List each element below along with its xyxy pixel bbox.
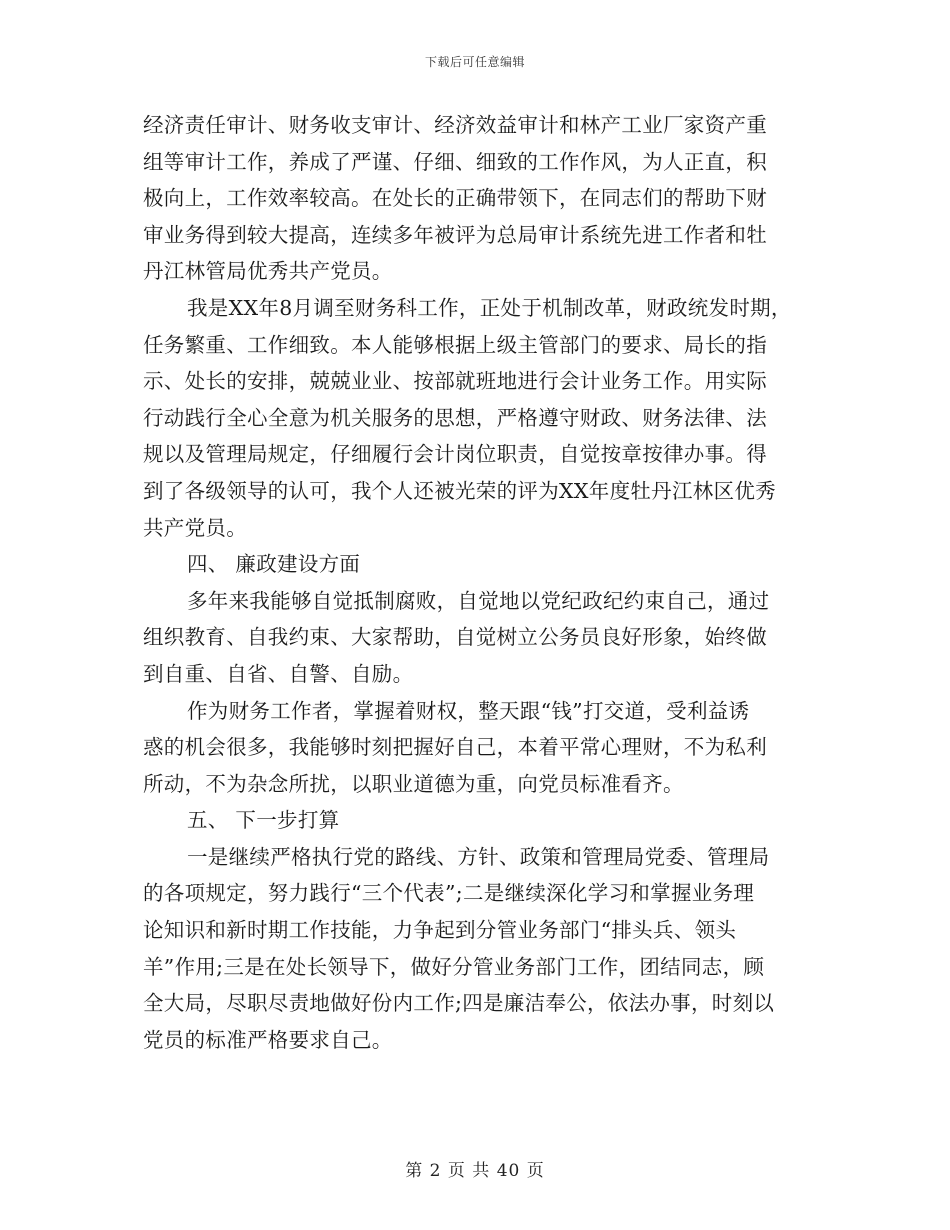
text-line: 极向上，工作效率较高。在处长的正确带领下，在同志们的帮助下财	[143, 186, 767, 211]
text-line: 组等审计工作，养成了严谨、仔细、细致的工作作风，为人正直，积	[143, 149, 767, 174]
text-line: 丹江林管局优秀共产党员。	[143, 259, 393, 284]
text-line: 作为财务工作者，掌握着财权，整天跟“钱”打交道，受利益诱	[187, 698, 750, 723]
text-line: 党员的标准严格要求自己。	[143, 1027, 393, 1052]
text-line: 惑的机会很多，我能够时刻把握好自己，本着平常心理财，不为私利	[143, 735, 767, 760]
text-line: 论知识和新时期工作技能，力争起到分管业务部门“排头兵、领头	[143, 918, 737, 943]
text-line: 四、 廉政建设方面	[187, 552, 361, 577]
text-line: 任务繁重、工作细致。本人能够根据上级主管部门的要求、局长的指	[143, 332, 767, 357]
document-body	[143, 107, 815, 1058]
text-line: 审业务得到较大提高，连续多年被评为总局审计系统先进工作者和牡	[143, 222, 767, 247]
text-line: 一是继续严格执行党的路线、方针、政策和管理局党委、管理局	[187, 844, 770, 869]
page-header: 下载后可任意编辑	[424, 55, 525, 69]
text-line: 羊”作用;三是在处长领导下，做好分管业务部门工作，团结同志，顾	[143, 954, 765, 979]
text-line: 多年来我能够自觉抵制腐败，自觉地以党纪政纪约束自己，通过	[187, 588, 770, 613]
text-line: 组织教育、自我约束、大家帮助，自觉树立公务员良好形象，始终做	[143, 625, 767, 650]
text-line: 所动，不为杂念所扰，以职业道德为重，向党员标准看齐。	[143, 771, 684, 796]
text-line: 经济责任审计、财务收支审计、经济效益审计和林产工业厂家资产重	[143, 113, 767, 137]
text-line: 行动践行全心全意为机关服务的思想，严格遵守财政、财务法律、法	[143, 405, 767, 430]
text-line: 到自重、自省、自警、自励。	[143, 661, 414, 686]
text-line: 我是XX年8月调至财务科工作，正处于机制改革，财政统发时期，	[187, 295, 792, 320]
text-line: 共产党员。	[143, 515, 247, 540]
text-line: 五、 下一步打算	[187, 808, 340, 833]
text-line: 全大局，尽职尽责地做好份内工作;四是廉洁奉公，依法办事，时刻以	[143, 991, 775, 1016]
text-line: 规以及管理局规定，仔细履行会计岗位职责，自觉按章按律办事。得	[143, 442, 767, 467]
page-footer: 第 2 页 共 40 页	[405, 1161, 545, 1181]
text-line: 示、处长的安排，兢兢业业、按部就班地进行会计业务工作。用实际	[143, 369, 767, 394]
text-line: 到了各级领导的认可，我个人还被光荣的评为XX年度牡丹江林区优秀	[143, 478, 776, 503]
text-line: 的各项规定，努力践行“三个代表”;二是继续深化学习和掌握业务理	[143, 881, 755, 906]
